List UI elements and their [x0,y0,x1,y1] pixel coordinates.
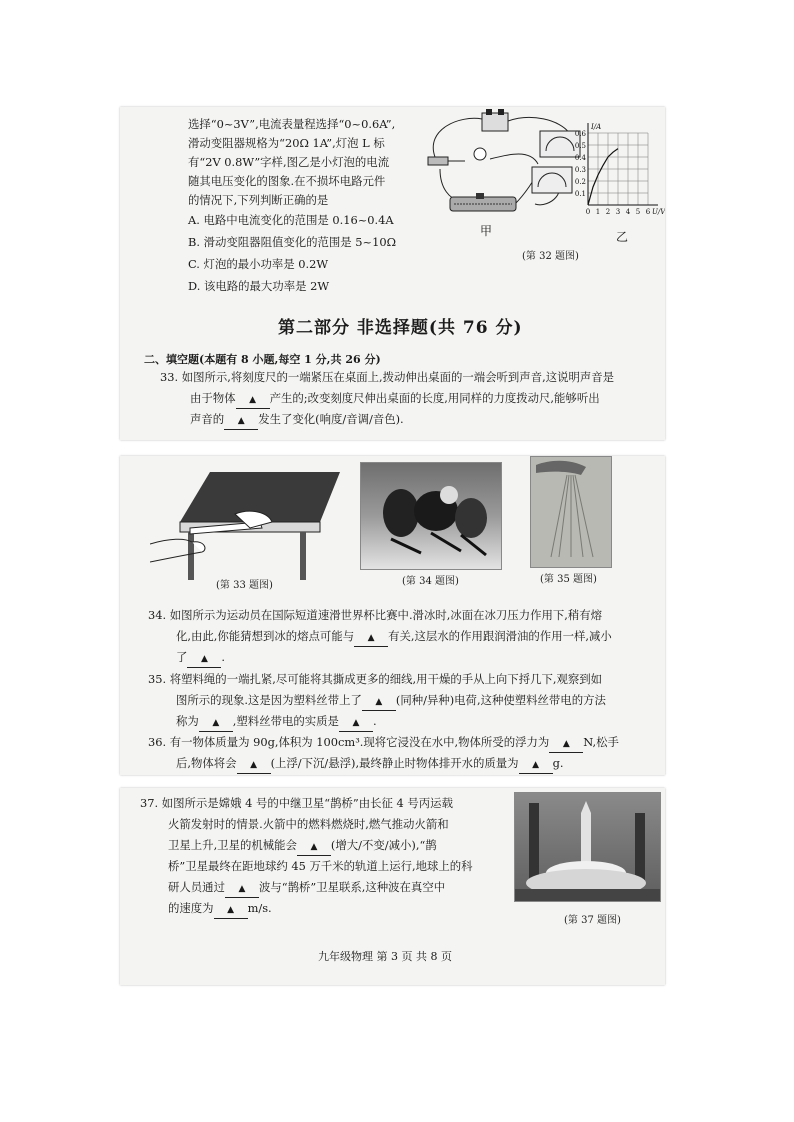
answer-blank[interactable]: ▲ [354,628,388,647]
q32-text-line: 的情况下,下列判断正确的是 [188,193,329,207]
q32-option-c: C. 灯泡的最小功率是 0.2W [188,257,329,271]
figure-caption-37: (第 37 题图) [564,915,621,926]
figure-label-jia: 甲 [480,224,493,238]
q32-text-line: 滑动变阻器规格为“20Ω 1A”,灯泡 L 标 [188,136,385,150]
answer-blank[interactable]: ▲ [236,390,270,409]
answer-blank[interactable]: ▲ [362,692,396,711]
q36-line: 36. 有一物体质量为 90g,体积为 100cm³.现将它浸没在水中,物体所受的浮力为 ▲ N,松手 [148,734,619,753]
answer-blank[interactable]: ▲ [214,900,248,919]
graph-y-tick-label: 0.4 [574,154,586,162]
figure-label-yi: 乙 [616,230,629,244]
part-two-title: 第二部分 非选择题(共 76 分) [278,318,523,338]
answer-blank[interactable]: ▲ [225,879,259,898]
graph-y-tick-label: 0.3 [574,166,586,174]
q34-line: 34. 如图所示为运动员在国际短道速滑世界杯比赛中.滑冰时,冰面在冰刀压力作用下,稍有熔 [148,608,603,622]
answer-blank[interactable]: ▲ [237,755,271,774]
q37-line: 研人员通过 ▲ 波与“鹊桥”卫星联系,这种波在真空中 [168,879,445,898]
graph-x-tick-label: 6 [645,208,651,216]
graph-y-tick-label: 0.2 [574,178,586,186]
q35-line: 图所示的现象.这是因为塑料丝带上了 ▲ (同种/异种)电荷,这种使塑料丝带电的方法 [176,692,606,711]
page-section-q32 [120,107,665,440]
circuit-diagram [420,109,590,219]
graph-x-tick-label: 4 [625,208,631,216]
answer-blank[interactable]: ▲ [297,837,331,856]
q36-line: 后,物体将会 ▲ (上浮/下沉/悬浮),最终静止时物体排开水的质量为 ▲ g. [176,755,564,774]
q32-option-d: D. 该电路的最大功率是 2W [188,279,330,293]
answer-blank[interactable]: ▲ [224,411,258,430]
q34-line: 了 ▲ . [176,649,225,668]
graph-x-tick-label: 3 [615,208,621,216]
q32-text-line: 选择“0~3V”,电流表量程选择“0~0.6A”, [188,117,396,131]
graph-y-tick-label: 0.5 [574,142,586,150]
charged-plastic-strings-photo [530,456,612,568]
answer-blank[interactable]: ▲ [549,734,583,753]
q37-line: 桥”卫星最终在距地球约 45 万千米的轨道上运行,地球上的科 [168,859,473,873]
q32-text-line: 随其电压变化的图象.在不损坏电路元件 [188,174,386,188]
q37-line: 37. 如图所示是嫦娥 4 号的中继卫星“鹊桥”由长征 4 号丙运载 [140,796,453,810]
page-footer: 九年级物理 第 3 页 共 8 页 [318,950,452,963]
answer-blank[interactable]: ▲ [187,649,221,668]
ruler-on-table-illustration [150,462,340,582]
answer-blank[interactable]: ▲ [199,713,233,732]
graph-y-tick-label: 0.1 [574,190,586,198]
figure-caption-33: (第 33 题图) [216,580,273,591]
q33-line: 由于物体 ▲ 产生的;改变刻度尺伸出桌面的长度,用同样的力度拨动尺,能够听出 [190,390,600,409]
q35-line: 称为 ▲ ,塑料丝带电的实质是 ▲ . [176,713,377,732]
answer-blank[interactable]: ▲ [519,755,553,774]
q34-line: 化,由此,你能猜想到冰的熔点可能与 ▲ 有关,这层水的作用跟润滑油的作用一样,减小 [176,628,612,647]
figure-caption-32: (第 32 题图) [522,251,579,262]
q37-line: 卫星上升,卫星的机械能会 ▲ (增大/不变/减小),“鹊 [168,837,437,856]
speed-skating-photo [360,462,502,570]
q37-line: 的速度为 ▲ m/s. [168,900,272,919]
q32-option-b: B. 滑动变阻器阻值变化的范围是 5~10Ω [188,235,397,249]
answer-blank[interactable]: ▲ [339,713,373,732]
graph-x-tick-label: 1 [595,208,601,216]
q33-line: 声音的 ▲ 发生了变化(响度/音调/音色). [190,411,404,430]
q32-text-line: 有“2V 0.8W”字样,图乙是小灯泡的电流 [188,155,390,169]
current-voltage-graph [570,121,665,221]
graph-x-tick-label: 0 [585,208,591,216]
graph-x-axis-label: U/V [652,208,665,216]
figure-caption-34: (第 34 题图) [402,576,459,587]
graph-y-tick-label: 0.6 [574,130,586,138]
graph-y-axis-label: I/A [591,123,602,131]
graph-x-tick-label: 5 [635,208,641,216]
figure-caption-35: (第 35 题图) [540,574,597,585]
section-heading-fill-blank: 二、填空题(本题有 8 小题,每空 1 分,共 26 分) [144,353,381,366]
q32-option-a: A. 电路中电流变化的范围是 0.16~0.4A [188,213,394,227]
q35-line: 35. 将塑料绳的一端扎紧,尽可能将其撕成更多的细线,用干燥的手从上向下捋几下,观察到如 [148,672,603,686]
page-section-q37 [120,788,665,985]
page-section-q33-q36 [120,456,665,775]
q33-line: 33. 如图所示,将刻度尺的一端紧压在桌面上,拨动伸出桌面的一端会听到声音,这说明声音是 [160,370,615,384]
graph-x-tick-label: 2 [605,208,611,216]
q37-line: 火箭发射时的情景.火箭中的燃料燃烧时,燃气推动火箭和 [168,817,449,831]
rocket-launch-photo [514,792,661,902]
